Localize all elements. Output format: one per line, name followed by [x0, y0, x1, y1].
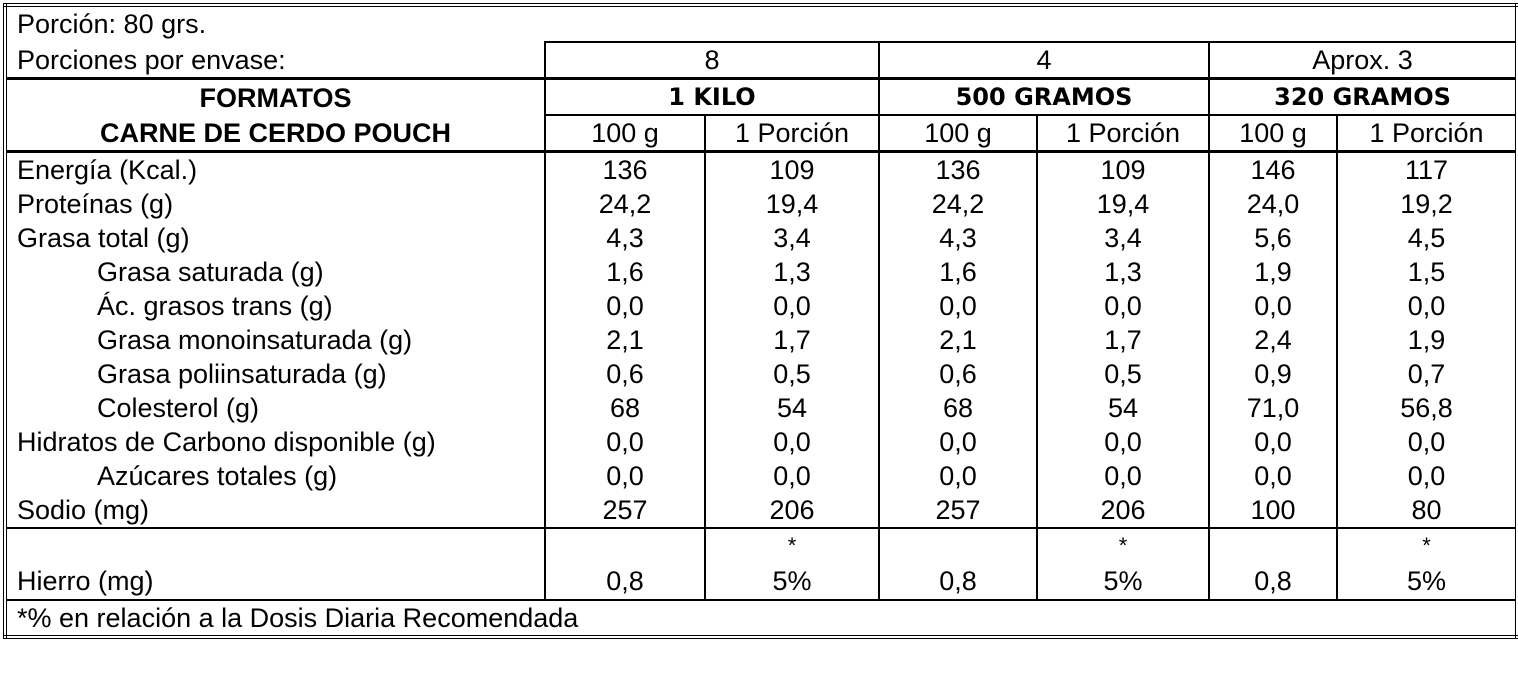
porcion-row	[5, 5, 1517, 42]
nutrient-value: 0,0	[705, 459, 879, 493]
formatos-row	[5, 79, 1517, 116]
nutrient-value: 4,3	[545, 221, 705, 255]
nutrient-value: 0,7	[1337, 357, 1517, 391]
format-500g: 500 GRAMOS	[879, 79, 1209, 116]
nutrient-value: 1,9	[1337, 323, 1517, 357]
nutrient-value: 54	[1037, 391, 1209, 425]
hierro-value: 5%	[705, 563, 879, 600]
porcion-label: Porción: 80 grs.	[17, 9, 207, 39]
star-spacer	[545, 528, 705, 563]
nutrient-value: 19,2	[1337, 187, 1517, 221]
nutrient-row	[5, 391, 1517, 425]
nutrient-label: Grasa poliinsaturada (g)	[97, 359, 387, 389]
nutrient-value: 0,9	[1209, 357, 1337, 391]
col-100g: 100 g	[1209, 115, 1337, 152]
nutrient-value: 2,1	[879, 323, 1037, 357]
nutrient-value: 0,0	[1337, 289, 1517, 323]
porciones-label: Porciones por envase:	[17, 44, 286, 75]
nutrient-value: 1,6	[545, 255, 705, 289]
nutrient-value: 0,0	[705, 425, 879, 459]
nutrient-value: 136	[879, 152, 1037, 188]
nutrient-label: Azúcares totales (g)	[97, 461, 338, 491]
nutrient-value: 24,2	[545, 187, 705, 221]
nutrient-row	[5, 357, 1517, 391]
nutrient-value: 100	[1209, 493, 1337, 528]
porciones-1kilo: 8	[545, 42, 879, 79]
nutrient-value: 0,0	[545, 459, 705, 493]
nutrient-value: 1,6	[879, 255, 1037, 289]
nutrient-value: 4,5	[1337, 221, 1517, 255]
nutrient-value: 0,0	[1037, 425, 1209, 459]
nutrient-label: Sodio (mg)	[17, 495, 150, 525]
star-mark: *	[1337, 528, 1517, 563]
nutrition-table	[3, 3, 1518, 639]
nutrient-value: 0,0	[1209, 289, 1337, 323]
nutrient-value: 3,4	[1037, 221, 1209, 255]
nutrient-value: 80	[1337, 493, 1517, 528]
nutrient-value: 0,0	[545, 425, 705, 459]
product-name: CARNE DE CERDO POUCH	[99, 117, 452, 148]
nutrient-value: 1,5	[1337, 255, 1517, 289]
nutrient-value: 0,6	[879, 357, 1037, 391]
nutrient-value: 56,8	[1337, 391, 1517, 425]
star-spacer	[5, 528, 545, 563]
nutrient-label: Energía (Kcal.)	[5, 152, 545, 188]
format-320g: 320 GRAMOS	[1209, 79, 1517, 116]
nutrient-row	[5, 459, 1517, 493]
nutrient-value: 68	[545, 391, 705, 425]
nutrient-value: 0,5	[1037, 357, 1209, 391]
nutrient-value: 24,2	[879, 187, 1037, 221]
nutrient-value: 0,0	[879, 459, 1037, 493]
nutrient-label: Colesterol (g)	[97, 393, 260, 423]
hierro-value: 5%	[1037, 563, 1209, 600]
nutrient-value: 2,4	[1209, 323, 1337, 357]
star-mark: *	[705, 528, 879, 563]
porciones-320g: Aprox. 3	[1209, 42, 1517, 79]
col-100g: 100 g	[545, 115, 705, 152]
nutrient-label: Ác. grasos trans (g)	[97, 291, 333, 321]
nutrient-value: 68	[879, 391, 1037, 425]
nutrient-value: 3,4	[705, 221, 879, 255]
nutrient-value: 117	[1337, 152, 1517, 188]
star-mark: *	[1037, 528, 1209, 563]
nutrient-value: 1,3	[705, 255, 879, 289]
nutrient-value: 5,6	[1209, 221, 1337, 255]
nutrient-value: 1,7	[705, 323, 879, 357]
nutrient-row	[5, 152, 1517, 188]
star-spacer	[879, 528, 1037, 563]
nutrient-value: 19,4	[705, 187, 879, 221]
nutrient-value: 0,0	[545, 289, 705, 323]
nutrient-label: Grasa monoinsaturada (g)	[97, 325, 413, 355]
nutrient-value: 206	[705, 493, 879, 528]
nutrient-label: Grasa total (g)	[17, 223, 190, 253]
porciones-row	[5, 42, 1517, 79]
nutrient-value: 257	[545, 493, 705, 528]
nutrient-value: 54	[705, 391, 879, 425]
nutrient-value: 2,1	[545, 323, 705, 357]
nutrient-value: 19,4	[1037, 187, 1209, 221]
col-porcion: 1 Porción	[1337, 115, 1517, 152]
nutrient-value: 0,0	[879, 425, 1037, 459]
formatos-heading: FORMATOS	[5, 79, 545, 116]
col-100g: 100 g	[879, 115, 1037, 152]
nutrient-value: 1,7	[1037, 323, 1209, 357]
hierro-value: 5%	[1337, 563, 1517, 600]
nutrient-value: 0,0	[705, 289, 879, 323]
nutrient-value: 206	[1037, 493, 1209, 528]
nutrient-row	[5, 255, 1517, 289]
nutrient-value: 0,0	[1209, 425, 1337, 459]
col-porcion: 1 Porción	[1037, 115, 1209, 152]
nutrient-value: 1,9	[1209, 255, 1337, 289]
nutrient-value: 146	[1209, 152, 1337, 188]
nutrient-row	[5, 323, 1517, 357]
nutrient-value: 109	[1037, 152, 1209, 188]
star-spacer	[1209, 528, 1337, 563]
porciones-500g: 4	[879, 42, 1209, 79]
nutrient-value: 0,0	[1337, 459, 1517, 493]
nutrient-row	[5, 221, 1517, 255]
nutrient-value: 0,0	[1337, 425, 1517, 459]
nutrient-row	[5, 493, 1517, 528]
nutrient-value: 0,0	[1037, 289, 1209, 323]
nutrient-value: 0,0	[879, 289, 1037, 323]
nutrient-label: Grasa saturada (g)	[97, 257, 324, 287]
nutrient-row	[5, 289, 1517, 323]
footnote-row	[5, 600, 1517, 637]
nutrient-value: 24,0	[1209, 187, 1337, 221]
col-porcion: 1 Porción	[705, 115, 879, 152]
hierro-value: 0,8	[879, 563, 1037, 600]
nutrient-label: Proteínas (g)	[17, 189, 174, 219]
hierro-value: 0,8	[545, 563, 705, 600]
nutrient-value: 0,0	[1209, 459, 1337, 493]
nutrient-value: 109	[705, 152, 879, 188]
nutrient-value: 257	[879, 493, 1037, 528]
nutrient-value: 4,3	[879, 221, 1037, 255]
hierro-row	[5, 563, 1517, 600]
footnote: *% en relación a la Dosis Diaria Recomendada	[5, 600, 1517, 637]
hierro-label: Hierro (mg)	[17, 566, 154, 596]
nutrient-row	[5, 425, 1517, 459]
nutrient-value: 0,5	[705, 357, 879, 391]
subheader-row	[5, 115, 1517, 152]
nutrient-value: 71,0	[1209, 391, 1337, 425]
nutrient-value: 1,3	[1037, 255, 1209, 289]
nutrient-row	[5, 187, 1517, 221]
format-1kilo: 1 KILO	[545, 79, 879, 116]
hierro-value: 0,8	[1209, 563, 1337, 600]
nutrient-label: Hidratos de Carbono disponible (g)	[17, 427, 436, 457]
nutrient-value: 136	[545, 152, 705, 188]
nutrient-value: 0,0	[1037, 459, 1209, 493]
nutrient-value: 0,6	[545, 357, 705, 391]
nutrient-rows	[5, 152, 1517, 529]
star-row	[5, 528, 1517, 563]
